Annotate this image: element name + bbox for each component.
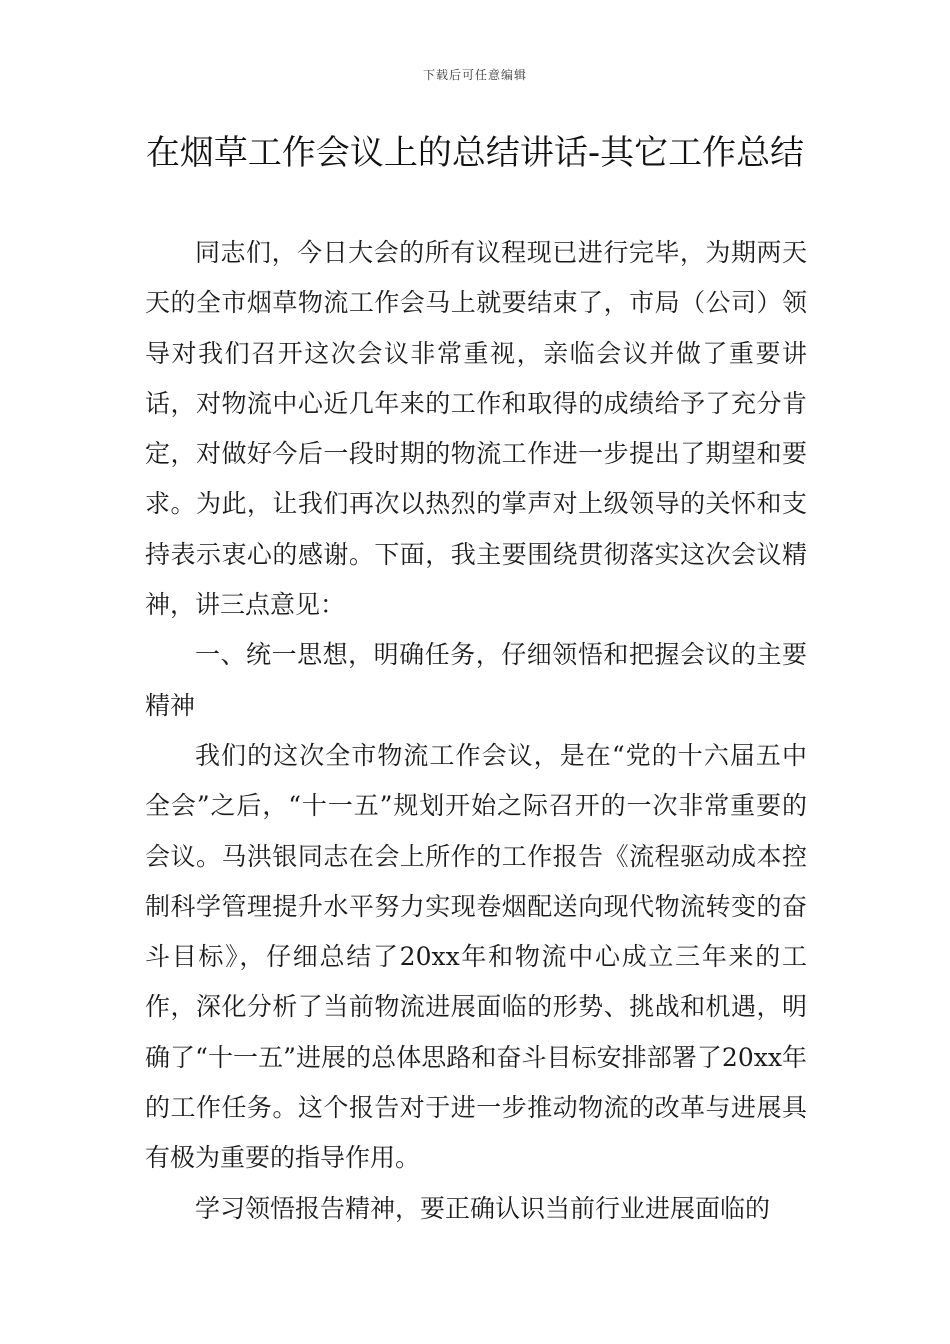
paragraph-study-report: 学习领悟报告精神，要正确认识当前行业进展面临的 (195, 1193, 771, 1223)
document-body (145, 228, 807, 1234)
paragraph-intro: 同志们，今日大会的所有议程现已进行完毕，为期两天天的全市烟草物流工作会马上就要结束了，市局（公司）领导对我们召开这次会议非常重视，亲临会议并做了重要讲话，对物流中心近几年来的工作和取得的成绩给予了充分肯定，对做好今后一段时期的物流工作进一步提出了期望和要求。为此，让我们再次以热烈的掌声对上级领导的关怀和支持表示衷心的感谢。下面，我主要围绕贯彻落实这次会议精神，讲三点意见： (145, 238, 807, 620)
document-title: 在烟草工作会议上的总结讲话-其它工作总结 (145, 133, 805, 173)
paragraph-section-heading-1: 一、统一思想，明确任务，仔细领悟和把握会议的主要精神 (145, 640, 807, 720)
paragraph-meeting-report: 我们的这次全市物流工作会议，是在“党的十六届五中全会”之后，“十一五”规划开始之际召开的一次非常重要的会议。马洪银同志在会上所作的工作报告《流程驱动成本控制科学管理提升水平努力实现卷烟配送向现代物流转变的奋斗目标》，仔细总结了20xx年和物流中心成立三年来的工作，深化分析了当前物流进展面临的形势、挑战和机遇，明确了“十一五”进展的总体思路和奋斗目标安排部署了20xx年的工作任务。这个报告对于进一步推动物流的改革与进展具有极为重要的指导作用。 (145, 740, 807, 1173)
header-note: 下载后可任意编辑 (422, 68, 527, 82)
